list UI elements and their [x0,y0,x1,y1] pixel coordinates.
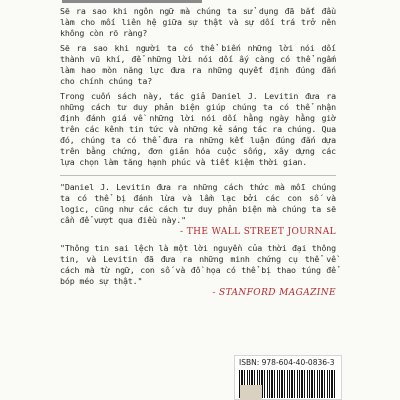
isbn-label: ISBN: 978-604-40-0836-3 [239,358,335,367]
intro-question-1: Sẽ ra sao khi ngôn ngữ mà chúng ta sử dụng đã bắt đầu làm cho mối liên hệ giữa sự thật và sự dối trá trở nên không còn rõ ràng? [60,6,336,38]
intro-question-2: Sẽ ra sao khi người ta có thể biến những lời nói dối thành vũ khí, để những lời nói dối ấy càng có thể ngấm làm hao mòn năng lực đưa ra những quyết định đúng đắn cho chính chúng ta? [60,43,336,86]
review-quote-stanford: "Thông tin sai lệch là một lời nguyền của thời đại thông tin, và Levitin đã đưa ra những minh chứng cụ thể về cách mà từ ngữ, con số và đồ họa có thể bị thao túng để bóp méo sự thật." [60,243,336,286]
review-source-stanford: - STANFORD MAGAZINE [212,288,336,298]
review-source-wsj: - THE WALL STREET JOURNAL [180,227,336,237]
price-sticker [240,385,262,400]
top-cropped-text [62,0,202,3]
book-description: Trong cuốn sách này, tác giả Daniel J. Levitin đưa ra những cách tư duy phản biện giúp chúng ta có thể nhận định đánh giá về những lời nói dối hằng ngày hằng giờ trên các kênh tin tức và những kẻ sáng tác ra chúng. Qua đó, chúng ta có thể đưa ra những kết luận đúng đắn dựa trên bằng chứng, đơn giản hóa cuộc sống, xây dựng các lựa chọn làm tăng hạnh phúc và tiết kiệm thời gian. [60,91,336,167]
back-cover-text [60,6,336,396]
review-quote-wsj: "Daniel J. Levitin đưa ra những cách thức mà mỗi chúng ta có thể bị đánh lừa và lầm lạc bởi các con số và logic, cũng như các cách tư duy phản biện mà chúng ta sẽ cần để vượt qua điều này." [60,182,336,225]
section-divider [60,175,336,176]
